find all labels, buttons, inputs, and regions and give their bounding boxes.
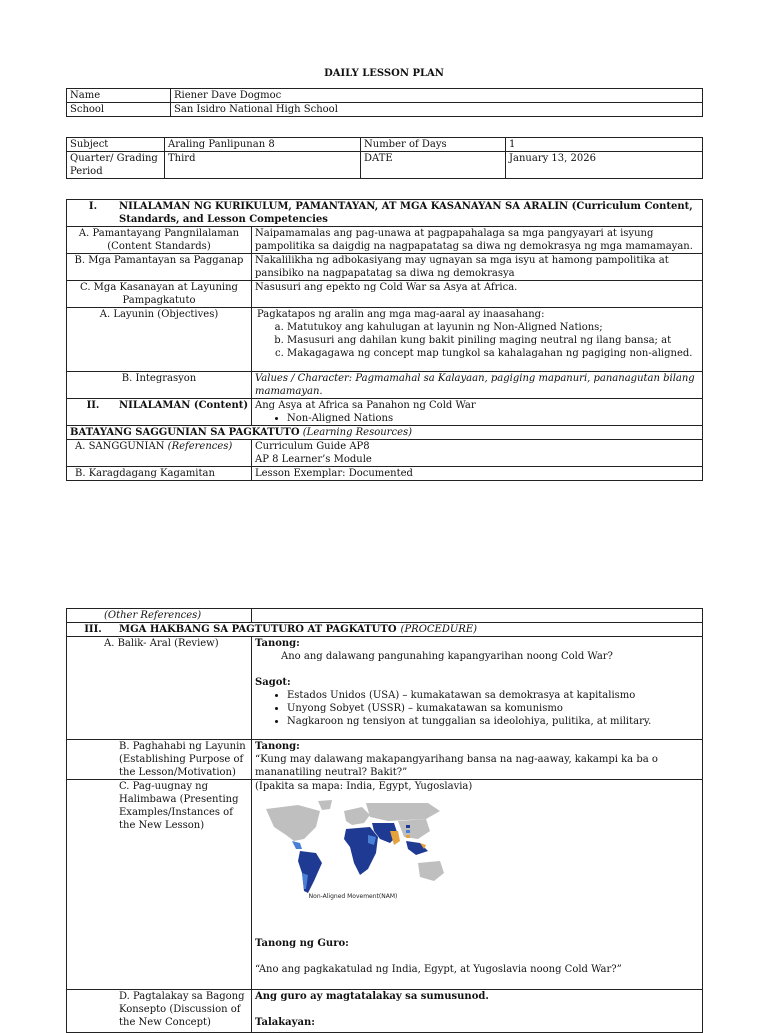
- competencies-value: Nasusuri ang epekto ng Cold War sa Asya at Africa.: [252, 281, 703, 308]
- objectives-cell: [252, 308, 703, 372]
- resources-heading: BATAYANG SAGGUNIAN SA PAGKATUTO: [70, 427, 300, 438]
- performance-standards-value: Nakalilikha ng adbokasiyang may ugnayan sa mga isyu at hamong pampolitika at pansibiko na nagpapatatag sa diwa ng demokrasya: [252, 254, 703, 281]
- review-question: Ano ang dalawang pangunahing kapangyarihan noong Cold War?: [281, 651, 613, 662]
- name-school-table: [66, 88, 703, 117]
- table-row: [67, 426, 703, 440]
- table-row: [67, 440, 703, 467]
- table-row: [67, 152, 703, 179]
- objectives-intro: Pagkatapos ng aralin ang mga mag-aaral ay inaasahang:: [257, 309, 545, 320]
- date-label: DATE: [361, 152, 506, 179]
- list-item: • Unyong Sobyet (USSR) – kumakatawan sa komunismo: [287, 702, 699, 715]
- lesson-table: [66, 199, 703, 481]
- map-caption: Non-Aligned Movement(NAM): [308, 893, 398, 900]
- motivation-question-label: Tanong:: [255, 741, 300, 752]
- table-row: [67, 609, 703, 623]
- review-question-label: Tanong:: [255, 638, 300, 649]
- table-row: [67, 138, 703, 152]
- quarter-value: Third: [165, 152, 361, 179]
- references-cell: [252, 440, 703, 467]
- objectives-list: [255, 321, 699, 360]
- table-row: [67, 281, 703, 308]
- list-item: b. Masusuri ang dahilan kung bakit piniling maging neutral ng ilang bansa; at: [287, 334, 699, 347]
- discussion-intro: Ang guro ay magtatalakay sa sumusunod.: [255, 991, 489, 1002]
- motivation-cell: [252, 740, 703, 780]
- additional-materials-value: Lesson Exemplar: Documented: [252, 467, 703, 481]
- reference-item: AP 8 Learner’s Module: [255, 454, 372, 465]
- name-value: Riener Dave Dogmoc: [171, 89, 703, 103]
- objectives-label: A. Layunin (Objectives): [67, 308, 252, 372]
- list-item: • Non-Aligned Nations: [287, 412, 699, 425]
- table-row: [67, 399, 703, 426]
- table-row: [67, 254, 703, 281]
- resources-heading-paren: (Learning Resources): [302, 427, 413, 438]
- table-row: [67, 780, 703, 990]
- table-row: [67, 637, 703, 740]
- discussion-cell: [252, 990, 703, 1033]
- days-label: Number of Days: [361, 138, 506, 152]
- list-item: a. Matutukoy ang kahulugan at layunin ng Non-Aligned Nations;: [287, 321, 699, 334]
- subject-info-table: [66, 137, 703, 179]
- subject-label: Subject: [67, 138, 165, 152]
- section-number: III.: [84, 624, 102, 635]
- references-label: A. SANGGUNIAN: [75, 441, 165, 452]
- section-heading: MGA HAKBANG SA PAGTUTURO AT PAGKATUTO: [119, 624, 397, 635]
- examples-cell: [252, 780, 703, 990]
- section-heading-paren: (PROCEDURE): [400, 624, 478, 635]
- section-heading: NILALAMAN (Content): [119, 400, 249, 411]
- table-row: [67, 990, 703, 1033]
- reference-item: Curriculum Guide AP8: [255, 441, 370, 452]
- procedure-table: [66, 608, 703, 1033]
- days-value: 1: [506, 138, 703, 152]
- table-row: [67, 740, 703, 780]
- table-row: [67, 227, 703, 254]
- discussion-topic-label: Talakayan:: [255, 1017, 315, 1028]
- content-value: Ang Asya at Africa sa Panahon ng Cold War: [255, 400, 476, 411]
- section-number: I.: [88, 201, 98, 212]
- review-answer-list: [255, 689, 699, 728]
- list-item: c. Makagagawa ng concept map tungkol sa kahalagahan ng pagiging non-aligned.: [287, 347, 699, 360]
- table-row: [67, 200, 703, 227]
- legend-swatch-observers: [406, 830, 410, 833]
- teacher-question: “Ano ang pagkakatulad ng India, Egypt, at Yugoslavia noong Cold War?”: [255, 964, 622, 975]
- world-map-image: [258, 797, 448, 907]
- review-cell: [252, 637, 703, 740]
- content-standards-value: Naipamamalas ang pag-unawa at pagpapahalaga sa mga pangyayari at isyung pampolitika sa daigdig na nagpapatatag sa diwa ng demokrasya ng mga mamamayan.: [252, 227, 703, 254]
- performance-standards-label: B. Mga Pamantayan sa Pagganap: [67, 254, 252, 281]
- school-label: School: [67, 103, 171, 117]
- references-label-paren: (References): [167, 441, 233, 452]
- review-answer-label: Sagot:: [255, 677, 291, 688]
- table-row: [67, 372, 703, 399]
- legend-swatch-other: [406, 835, 410, 838]
- motivation-question: “Kung may dalawang makapangyarihang bansa na nag-aaway, kakampi ka ba o mananatiling neutral? Bakit?”: [255, 754, 658, 778]
- section-heading: NILALAMAN NG KURIKULUM, PAMANTAYAN, AT MGA KASANAYAN SA ARALIN (Curriculum Content, Standards, and Lesson Competencies: [119, 201, 693, 225]
- subject-value: Araling Panlipunan 8: [165, 138, 361, 152]
- motivation-label: B. Paghahabi ng Layunin (Establishing Purpose of the Lesson/Motivation): [67, 740, 252, 780]
- table-row: [67, 89, 703, 103]
- examples-instruction: (Ipakita sa mapa: India, Egypt, Yugoslavia): [255, 781, 473, 792]
- content-standards-label: A. Pamantayang Pangnilalaman (Content Standards): [67, 227, 252, 254]
- table-row: [67, 467, 703, 481]
- list-item: • Nagkaroon ng tensiyon at tunggalian sa ideolohiya, pulitika, at military.: [287, 715, 699, 728]
- examples-label: C. Pag-uugnay ng Halimbawa (Presenting Examples/Instances of the New Lesson): [67, 780, 252, 990]
- legend-swatch-members: [406, 825, 410, 828]
- name-label: Name: [67, 89, 171, 103]
- other-references-label: (Other References): [67, 609, 252, 623]
- school-value: San Isidro National High School: [171, 103, 703, 117]
- list-item: • Estados Unidos (USA) – kumakatawan sa demokrasya at kapitalismo: [287, 689, 699, 702]
- table-row: [67, 103, 703, 117]
- content-cell: [252, 399, 703, 426]
- date-value: January 13, 2026: [506, 152, 703, 179]
- integration-label: B. Integrasyon: [67, 372, 252, 399]
- table-row: [67, 623, 703, 637]
- additional-materials-label: B. Karagdagang Kagamitan: [67, 467, 252, 481]
- integration-value: Values / Character: Pagmamahal sa Kalayaan, pagiging mapanuri, pananagutan bilang mamamayan.: [252, 372, 703, 399]
- content-list: [255, 412, 699, 425]
- competencies-label: C. Mga Kasanayan at Layuning Pampagkatuto: [67, 281, 252, 308]
- discussion-label: D. Pagtalakay sa Bagong Konsepto (Discussion of the New Concept): [67, 990, 252, 1033]
- table-row: [67, 308, 703, 372]
- document-title: DAILY LESSON PLAN: [324, 68, 444, 79]
- quarter-label: Quarter/ Grading Period: [67, 152, 165, 179]
- review-label: A. Balik- Aral (Review): [67, 637, 252, 740]
- teacher-question-label: Tanong ng Guro:: [255, 938, 349, 949]
- section-number: II.: [86, 400, 100, 411]
